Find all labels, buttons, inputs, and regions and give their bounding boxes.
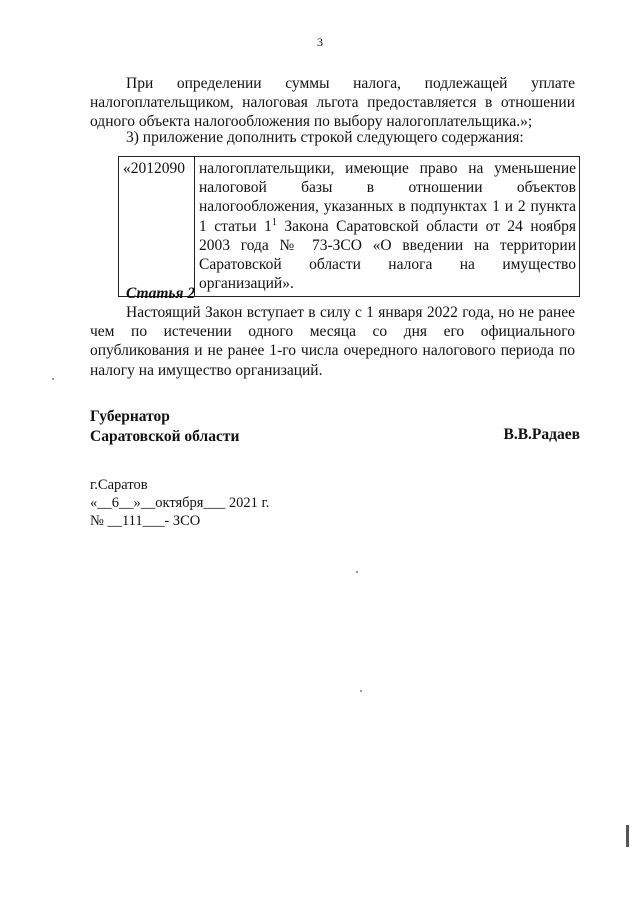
scan-edge-mark (626, 825, 629, 847)
scan-speck (356, 571, 358, 573)
signing-date: «__6__»__октября___ 2021 г. (90, 495, 270, 511)
signatory-title-line-2: Саратовской области (90, 427, 240, 445)
table-code-cell: «2012090 (119, 157, 195, 297)
city: г.Саратов (90, 477, 148, 493)
place-and-date (90, 476, 269, 530)
scan-speck (52, 378, 54, 380)
paragraph-2: 3) приложение дополнить строкой следующего содержания: (126, 129, 524, 146)
article-title: Статья 2 (126, 285, 196, 302)
article-text: Настоящий Закон вступает в силу с 1 января 2022 года, но не ранее чем по истечении одного месяца со дня его официального опубликования и не ранее 1-го числа очередного налогового периода по налогу на имущество организаций. (90, 304, 575, 379)
table-text-part-2: Закона Саратовской области от 24 ноября 2003 года № 73-ЗСО «О введении на территории Саратовской области налога на имущество организаций». (199, 217, 576, 293)
superscript: 1 (271, 216, 277, 228)
table-text-cell (195, 157, 580, 297)
signatory-title (90, 407, 239, 446)
signatory-title-line-1: Губернатор (90, 408, 170, 425)
signatory-name: В.В.Радаев (503, 426, 580, 443)
table-row (119, 157, 580, 297)
table-text-part-1: налогоплательщики, имеющие право на уменьшение налоговой базы в отношении объектов налогообложения, указанных в подпунктах 1 и 2 пункта 1 статьи 1 (199, 160, 576, 235)
scan-speck (360, 690, 362, 692)
insert-table (118, 156, 580, 297)
paragraph-1: При определении суммы налога, подлежащей уплате налогоплательщиком, налоговая льгота предоставляется в отношении одного объекта налогообложения по выбору налогоплательщика.»; (90, 75, 575, 131)
page-number: 3 (317, 35, 323, 49)
law-number: № __111___- ЗСО (90, 513, 201, 529)
